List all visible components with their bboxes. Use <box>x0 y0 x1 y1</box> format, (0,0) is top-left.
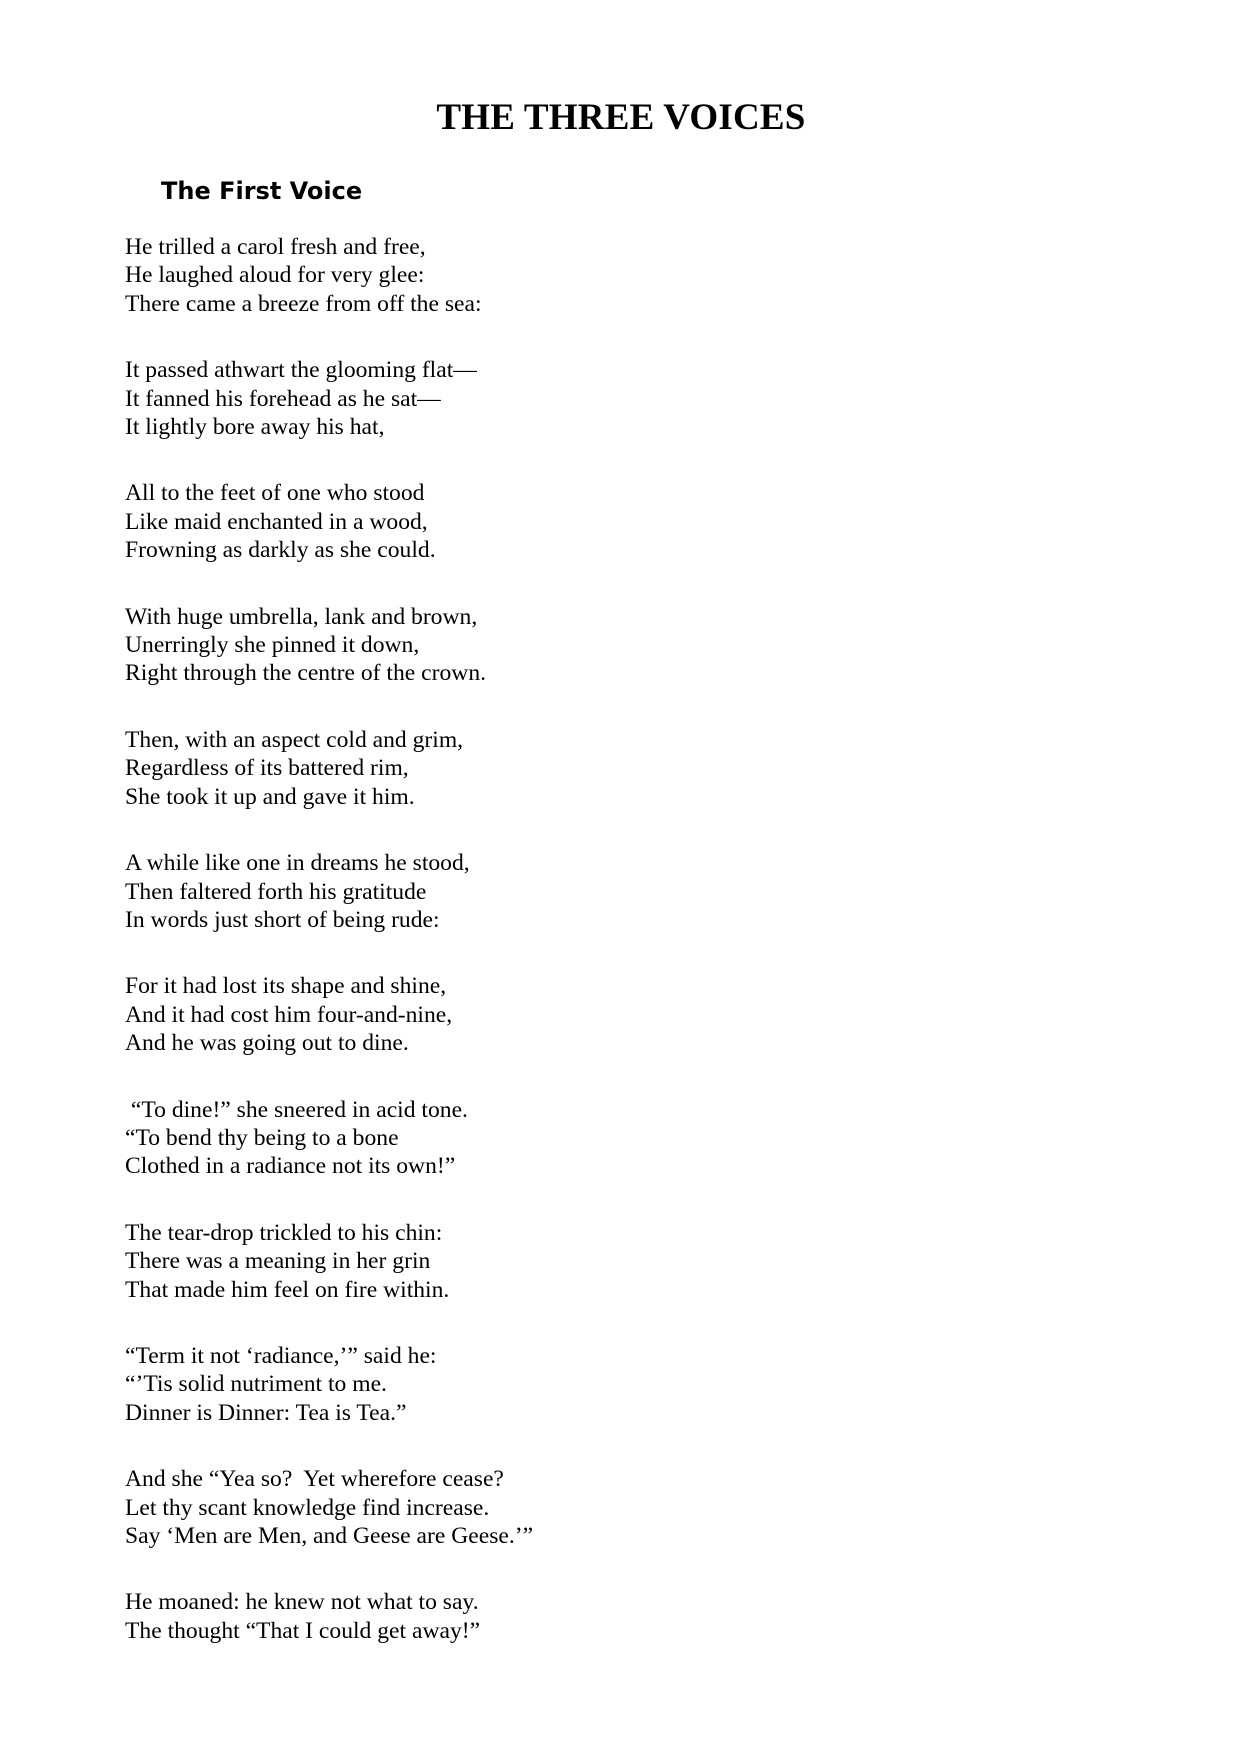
poem-line: And it had cost him four-and-nine, <box>125 1001 453 1028</box>
poem-line: Dinner is Dinner: Tea is Tea.” <box>125 1399 407 1426</box>
poem-body <box>125 233 1025 1683</box>
poem-line: For it had lost its shape and shine, <box>125 973 447 1000</box>
poem-line: And he was going out to dine. <box>125 1030 409 1057</box>
poem-line: In words just short of being rude: <box>125 906 440 933</box>
stanza <box>125 1588 1025 1645</box>
poem-line: She took it up and gave it him. <box>125 783 415 810</box>
poem-line: “Term it not ‘radiance,’” said he: <box>125 1342 437 1369</box>
stanza <box>125 726 1025 811</box>
page-title: THE THREE VOICES <box>436 97 806 138</box>
poem-line: Clothed in a radiance not its own!” <box>125 1153 456 1180</box>
poem-line: Then faltered forth his gratitude <box>125 878 427 905</box>
stanza <box>125 1465 1025 1550</box>
poem-line: There was a meaning in her grin <box>125 1248 431 1275</box>
poem-line: Regardless of its battered rim, <box>125 755 409 782</box>
poem-line: Right through the centre of the crown. <box>125 660 487 687</box>
poem-line: Say ‘Men are Men, and Geese are Geese.’” <box>125 1523 534 1549</box>
poem-line: He laughed aloud for very glee: <box>125 262 425 289</box>
stanza <box>125 1219 1025 1304</box>
poem-line: Unerringly she pinned it down, <box>125 632 420 659</box>
stanza <box>125 849 1025 934</box>
poem-line: With huge umbrella, lank and brown, <box>125 603 478 630</box>
poem-line: That made him feel on fire within. <box>125 1276 450 1303</box>
poem-line: The thought “That I could get away!” <box>125 1617 481 1644</box>
stanza <box>125 603 1025 688</box>
poem-line: There came a breeze from off the sea: <box>125 290 482 317</box>
stanza <box>125 972 1025 1057</box>
section-heading: The First Voice <box>161 177 363 205</box>
poem-line: It passed athwart the glooming flat— <box>125 357 477 384</box>
poem-line: Frowning as darkly as she could. <box>125 537 436 564</box>
stanza <box>125 233 1025 318</box>
poem-line: He moaned: he knew not what to say. <box>125 1589 479 1616</box>
poem-line: A while like one in dreams he stood, <box>125 850 470 877</box>
poem-line: And she “Yea so? Yet wherefore cease? <box>125 1466 504 1493</box>
poem-line: It lightly bore away his hat, <box>125 414 385 441</box>
stanza <box>125 1096 1025 1181</box>
poem-line: Like maid enchanted in a wood, <box>125 508 428 535</box>
poem-line: “’Tis solid nutriment to me. <box>125 1371 387 1398</box>
stanza <box>125 356 1025 441</box>
poem-line: He trilled a carol fresh and free, <box>125 234 426 260</box>
poem-line: The tear-drop trickled to his chin: <box>125 1219 443 1246</box>
stanza <box>125 1342 1025 1427</box>
poem-line: “To bend thy being to a bone <box>125 1124 399 1151</box>
poem-line: Let thy scant knowledge find increase. <box>125 1494 490 1521</box>
poem-line: All to the feet of one who stood <box>125 480 425 507</box>
stanza <box>125 479 1025 564</box>
poem-line: It fanned his forehead as he sat— <box>125 385 441 412</box>
poem-line: “To dine!” she sneered in acid tone. <box>125 1096 468 1123</box>
poem-line: Then, with an aspect cold and grim, <box>125 726 464 753</box>
